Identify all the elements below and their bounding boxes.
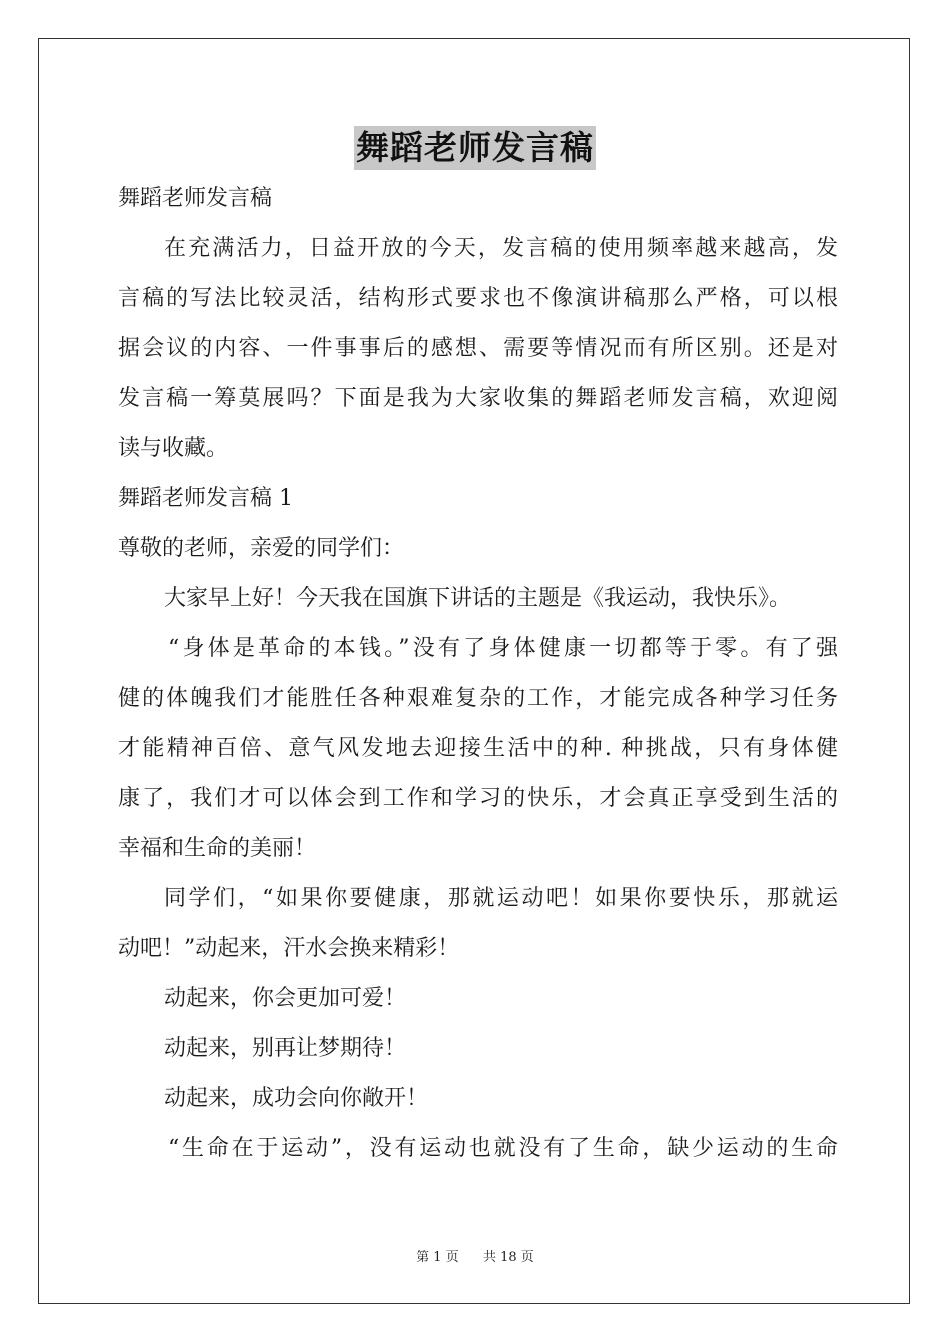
paragraph-line: “身体是革命的本钱。”没有了身体健康一切都等于零。有了强 xyxy=(168,636,838,661)
paragraph-line: 幸福和生命的美丽！ xyxy=(118,836,317,861)
paragraph-line: 动吧！”动起来，汗水会换来精彩！ xyxy=(118,936,460,961)
paragraph-line: “生命在于运动”，没有运动也就没有了生命，缺少运动的生命 xyxy=(168,1136,838,1161)
document-body xyxy=(118,174,838,1174)
paragraph-line: 才能精神百倍、意气风发地去迎接生活中的种. 种挑战，只有身体健 xyxy=(118,736,838,761)
subtitle-line: 舞蹈老师发言稿 xyxy=(118,186,273,211)
page-number: 第 1 页 xyxy=(416,1250,459,1265)
paragraph-line: 大家早上好！今天我在国旗下讲话的主题是《我运动，我快乐》。 xyxy=(164,586,792,611)
page-footer xyxy=(0,1246,950,1265)
paragraph-line: 读与收藏。 xyxy=(118,436,229,461)
paragraph-line: 动起来，你会更加可爱！ xyxy=(164,986,407,1011)
paragraph-line: 发言稿一筹莫展吗？下面是我为大家收集的舞蹈老师发言稿，欢迎阅 xyxy=(118,386,838,411)
paragraph-line: 在充满活力，日益开放的今天，发言稿的使用频率越来越高，发 xyxy=(164,236,838,261)
paragraph-line: 动起来，成功会向你敞开！ xyxy=(164,1086,429,1111)
document-title: 舞蹈老师发言稿 xyxy=(354,126,596,170)
title-container xyxy=(0,126,950,170)
salutation-line: 尊敬的老师，亲爱的同学们： xyxy=(118,536,405,561)
paragraph-line: 同学们，“如果你要健康，那就运动吧！如果你要快乐，那就运 xyxy=(164,886,838,911)
paragraph-line: 据会议的内容、一件事事后的感想、需要等情况而有所区别。还是对 xyxy=(118,336,838,361)
paragraph-line: 动起来，别再让梦期待！ xyxy=(164,1036,407,1061)
page-total: 共 18 页 xyxy=(483,1250,534,1265)
section-heading: 舞蹈老师发言稿 1 xyxy=(118,486,293,511)
paragraph-line: 健的体魄我们才能胜任各种艰难复杂的工作，才能完成各种学习任务 xyxy=(118,686,838,711)
paragraph-line: 言稿的写法比较灵活，结构形式要求也不像演讲稿那么严格，可以根 xyxy=(118,286,838,311)
paragraph-line: 康了，我们才可以体会到工作和学习的快乐，才会真正享受到生活的 xyxy=(118,786,838,811)
